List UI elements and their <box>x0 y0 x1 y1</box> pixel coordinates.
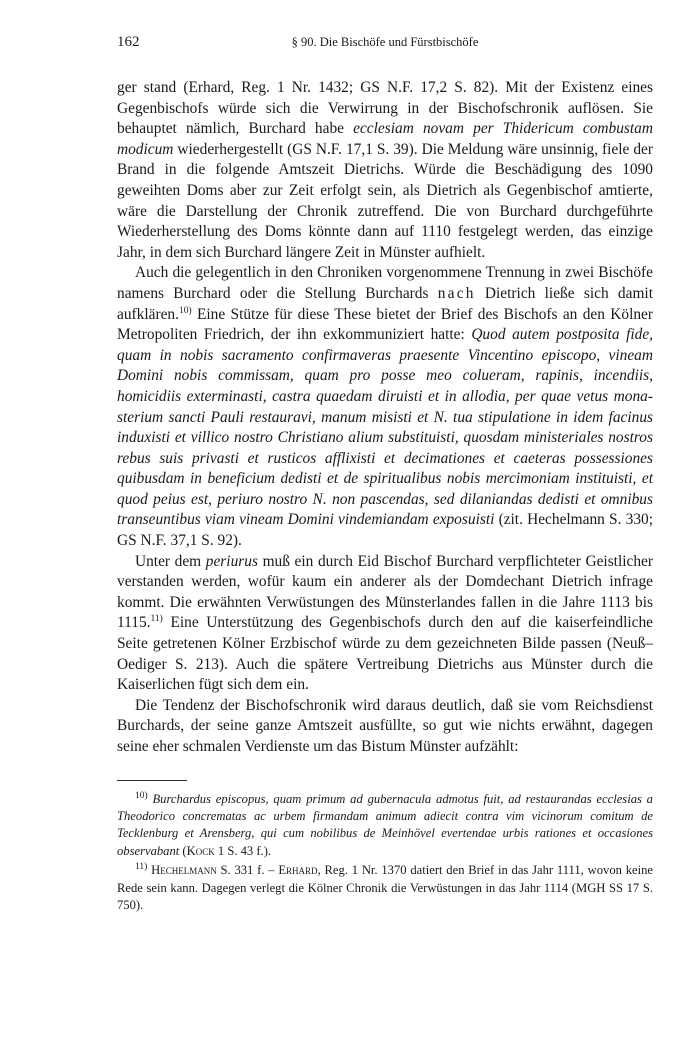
paragraph-1 <box>117 78 653 263</box>
paragraph-2-text-b: Dietrich ließe sich damit aufklären. <box>117 284 653 323</box>
footnote-10-author: Kock <box>186 843 215 858</box>
footnote-ref-10[interactable]: 10) <box>178 305 192 316</box>
paragraph-1-text-a: ger stand (Erhard, Reg. 1 Nr. 1432; GS N.F. 17,2 S. 82). Mit der Existenz eines Gegenbischofs würde sich die Verwirrung in der Bischofschronik auflösen. Sie behauptet nämlich, Burchard habe <box>117 79 653 138</box>
paragraph-2-spaced-word: nach <box>437 284 476 302</box>
footnote-10 <box>117 791 653 861</box>
book-page <box>117 0 653 914</box>
footnote-10-text-a: ( <box>179 843 187 858</box>
footnote-11-text-a: S. 331 f. – <box>216 863 279 878</box>
paragraph-3-text-b: muß ein durch Eid Bischof Burchard verpflichteter Geistlicher verstanden werden, wofür kaum ein anderer als der Domdechant Dietrich infrage kommt. Die erwähnten Verwüstungen des Münsterlandes fallen in die Jahre 1113 bis 1115. <box>117 552 653 632</box>
footnote-divider <box>117 780 187 781</box>
body-text <box>117 78 653 758</box>
paragraph-1-text-b: wiederhergestellt (GS N.F. 17,1 S. 39). Die Meldung wäre unsinnig, fiele der Brand in die folgende Amtszeit Dietrichs. Würde die Beschädigung des 1090 geweihten Doms aber zur Zeit erfolgt sein, als Dietrich als Gegenbischof amtierte, wäre die Darstellung der Chronik zutreffend. Die von Burchard durchgeführte Wiederherstellung des Doms könnte dann auf 1110 festgelegt werden, das einzige Jahr, in dem sich Burchard längere Zeit in Münster aufhielt. <box>117 140 653 261</box>
paragraph-3 <box>117 552 653 696</box>
paragraph-2-text-a: Auch die gelegentlich in den Chroniken vorgenommene Trennung in zwei Bischöfe namens Burchard oder die Stellung Burchards <box>117 264 653 302</box>
paragraph-2-text-c: Eine Stütze für diese These bietet der Brief des Bischofs an den Kölner Metropoliten Friedrich, der ihn exkommuniziert hatte: <box>117 305 653 344</box>
paragraph-3-text-c: Eine Unterstützung des Gegenbischofs durch den auf die kaiserfeindliche Seite getretenen Kölner Erzbischof würde zu dem gezeichneten Bilde passen (Neuß–Oediger S. 213). Auch die spätere Vertreibung Dietrichs aus Münster durch die Kaiserlichen fügt sich dem ein. <box>117 614 653 694</box>
running-head <box>117 34 653 64</box>
footnote-11-author-a: Hechelmann <box>151 863 217 878</box>
paragraph-2 <box>117 263 653 551</box>
footnote-10-latin: Burchardus episcopus, quam primum ad gubernacula admotus fuit, ad restaurandas ecclesias a Theodorico concrematas ac urbem firmandam animum adiecit contra vim vicinorum comitum de Tecklenburg et Arensberg, qui cum nobilibus de Meinhövel evertendae urbis rationes et occasiones observabant <box>117 791 653 858</box>
footnote-10-mark: 10) <box>135 790 148 801</box>
paragraph-4-text: Die Tendenz der Bischofschronik wird daraus deutlich, daß sie vom Reichsdienst Burchards, der seine ganze Amtszeit ausfüllte, so gut wie nichts erwähnt, dagegen seine eher schmalen Verdienste um das Bistum Münster aufzählt: <box>117 696 653 755</box>
footnotes <box>117 791 653 915</box>
footnote-11-author-b: Erhard <box>278 863 318 878</box>
footnote-ref-11[interactable]: 11) <box>150 614 163 625</box>
running-title: § 90. Die Bischöfe und Fürstbischöfe <box>291 35 479 49</box>
paragraph-3-text-a: Unter dem <box>135 552 206 570</box>
page-number: 162 <box>117 34 140 50</box>
paragraph-2-text-d: (zit. Hechelmann S. 330; GS N.F. 37,1 S. 92). <box>117 511 653 550</box>
footnote-10-text-b: 1 S. 43 f.). <box>214 843 272 858</box>
paragraph-1-latin: ecclesiam novam per Thidericum combustam modicum <box>117 120 653 158</box>
footnote-11-text-b: , Reg. 1 Nr. 1370 datiert den Brief in das Jahr 1111, wovon keine Rede sein kann. Dagegen verlegt die Kölner Chronik die Verwüstungen in das Jahr 1114 (MGH SS 17 S. 750). <box>117 863 653 913</box>
footnote-11-mark: 11) <box>135 862 148 873</box>
paragraph-2-latin-quote: Quod autem postposita fide, quam in nobis sacramento confirmaveras praesente Vincentino episcopo, vineam Domini nobis commissam, quam pro posse meo colueram, rapinis, incendiis, homicidiis exterminasti, castra quaedam diruisti et in allodia, per quae vetus monasterium sancti Pauli restauravi, manum misisti et N. tua stipulatione in idem facinus induxisti et villico nostro Christiano alium substituisti, quosdam ministeriales nostros rebus suis privasti et rusticos afflixisti et decimationes et caeteras possessiones quibusdam in beneficium dedisti et de spiritualibus nobis mercimoniam instituisti, et quod peius est, periuro nostro N. non pascendas, sed dilaniandas dedisti et omnibus transeuntibus viam vineam Domini vindemiandam exposuisti <box>117 326 653 529</box>
paragraph-3-latin: periurus <box>205 552 258 570</box>
paragraph-4 <box>117 696 653 758</box>
footnote-11 <box>117 862 653 914</box>
